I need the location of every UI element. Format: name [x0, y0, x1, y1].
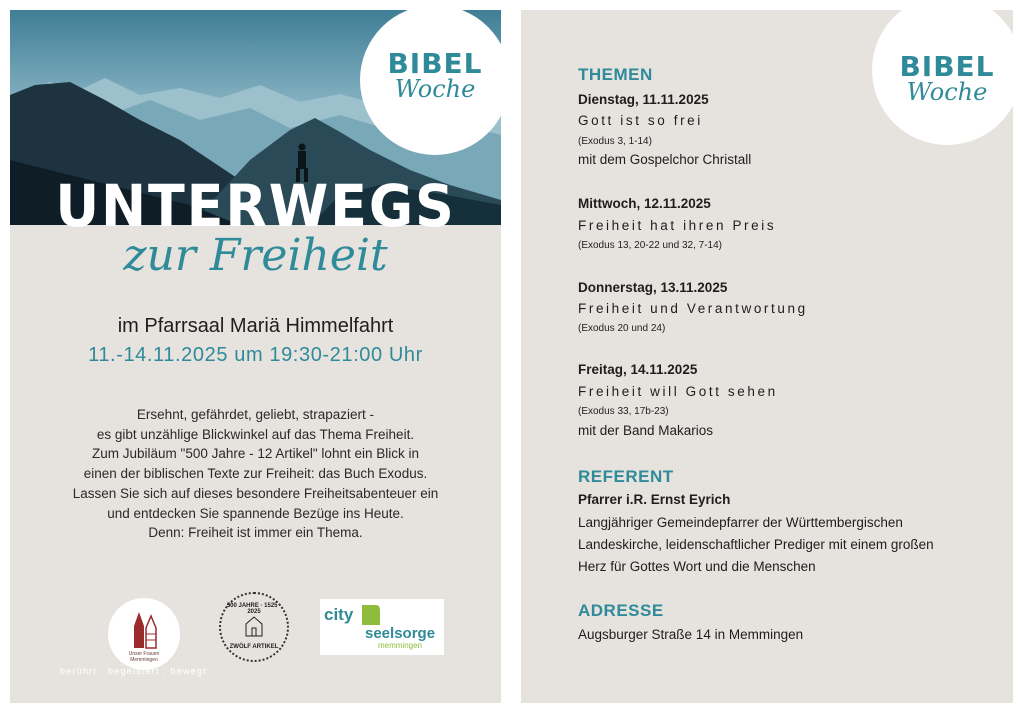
intro-line: es gibt unzählige Blickwinkel auf das Thema Freiheit. — [96, 426, 415, 442]
tagline: berührt . begeistert . bewegt — [60, 666, 207, 676]
session-ref: (Exodus 33, 17b-23) — [578, 406, 669, 417]
memmingen-text: memmingen — [378, 641, 423, 650]
session-ref: (Exodus 13, 20-22 und 32, 7-14) — [578, 240, 722, 251]
badge-woche-text: Woche — [394, 75, 476, 103]
badge-bibel-text: BIBEL — [387, 47, 483, 80]
session-ref: (Exodus 20 und 24) — [578, 323, 666, 334]
unser-frauen-logo — [108, 598, 180, 670]
badge-bibel-text: BIBEL — [899, 50, 995, 83]
session-extra: mit dem Gospelchor Christall — [578, 152, 752, 167]
frauen-logo-line1: Unser Frauen — [128, 651, 160, 657]
intro-line: Zum Jubiläum "500 Jahre - 12 Artikel" lohnt ein Blick in — [92, 446, 419, 462]
city-text: city — [324, 605, 354, 624]
flyer-front — [10, 10, 501, 703]
session-ref: (Exodus 3, 1-14) — [578, 136, 652, 147]
adresse-text: Augsburger Straße 14 in Memmingen — [578, 627, 804, 642]
jahre-logo-top: 500 JAHRE · 1525 - 2025 — [226, 603, 282, 615]
500-jahre-logo — [219, 592, 289, 662]
session-topic: Freiheit und Verantwortung — [578, 301, 808, 316]
city-seelsorge-logo — [320, 599, 444, 655]
event-location: im Pfarrsaal Mariä Himmelfahrt — [117, 315, 394, 337]
referent-bio-line: Langjähriger Gemeindepfarrer der Württembergischen — [578, 515, 903, 530]
themen-heading: THEMEN — [578, 65, 653, 84]
intro-line: Lassen Sie sich auf dieses besondere Freiheitsabenteuer ein — [72, 485, 439, 501]
intro-text — [40, 405, 471, 543]
session-day: Donnerstag, 13.11.2025 — [578, 280, 728, 295]
session-extra: mit der Band Makarios — [578, 423, 714, 438]
badge-woche-text: Woche — [906, 78, 988, 106]
subtitle-script: zur Freiheit — [123, 230, 388, 281]
intro-line: und entdecken Sie spannende Bezüge ins Heute. — [107, 505, 404, 521]
session-topic: Freiheit will Gott sehen — [578, 384, 778, 399]
session-day: Dienstag, 11.11.2025 — [578, 92, 709, 107]
seelsorge-text: seelsorge — [365, 625, 436, 642]
leaf-icon — [360, 601, 382, 627]
main-title: UNTERWEGS — [55, 172, 456, 240]
building-sketch-icon — [243, 614, 265, 638]
bibel-woche-badge — [872, 10, 1013, 145]
session-day: Mittwoch, 12.11.2025 — [578, 196, 711, 211]
referent-bio-line: Landeskirche, leidenschaftlicher Prediger mit einem großen — [578, 537, 934, 552]
adresse-heading: ADRESSE — [578, 601, 664, 620]
session-day: Freitag, 14.11.2025 — [578, 362, 698, 377]
flyer-back — [521, 10, 1013, 703]
intro-line: einen der biblischen Texte zur Freiheit: das Buch Exodus. — [83, 466, 428, 482]
referent-name: Pfarrer i.R. Ernst Eyrich — [578, 492, 731, 507]
frauen-logo-line2: Memmingen — [130, 657, 158, 663]
intro-line: Denn: Freiheit ist immer ein Thema. — [148, 525, 363, 541]
referent-bio-line: Herz für Gottes Wort und die Menschen — [578, 559, 816, 574]
intro-line: Ersehnt, gefährdet, geliebt, strapaziert - — [136, 407, 375, 422]
session-topic: Gott ist so frei — [578, 113, 703, 128]
session-topic: Freiheit hat ihren Preis — [578, 218, 777, 233]
event-dates: 11.-14.11.2025 um 19:30-21:00 Uhr — [88, 344, 423, 366]
referent-heading: REFERENT — [578, 467, 674, 486]
jahre-logo-bottom: ZWÖLF ARTIKEL — [229, 644, 279, 650]
